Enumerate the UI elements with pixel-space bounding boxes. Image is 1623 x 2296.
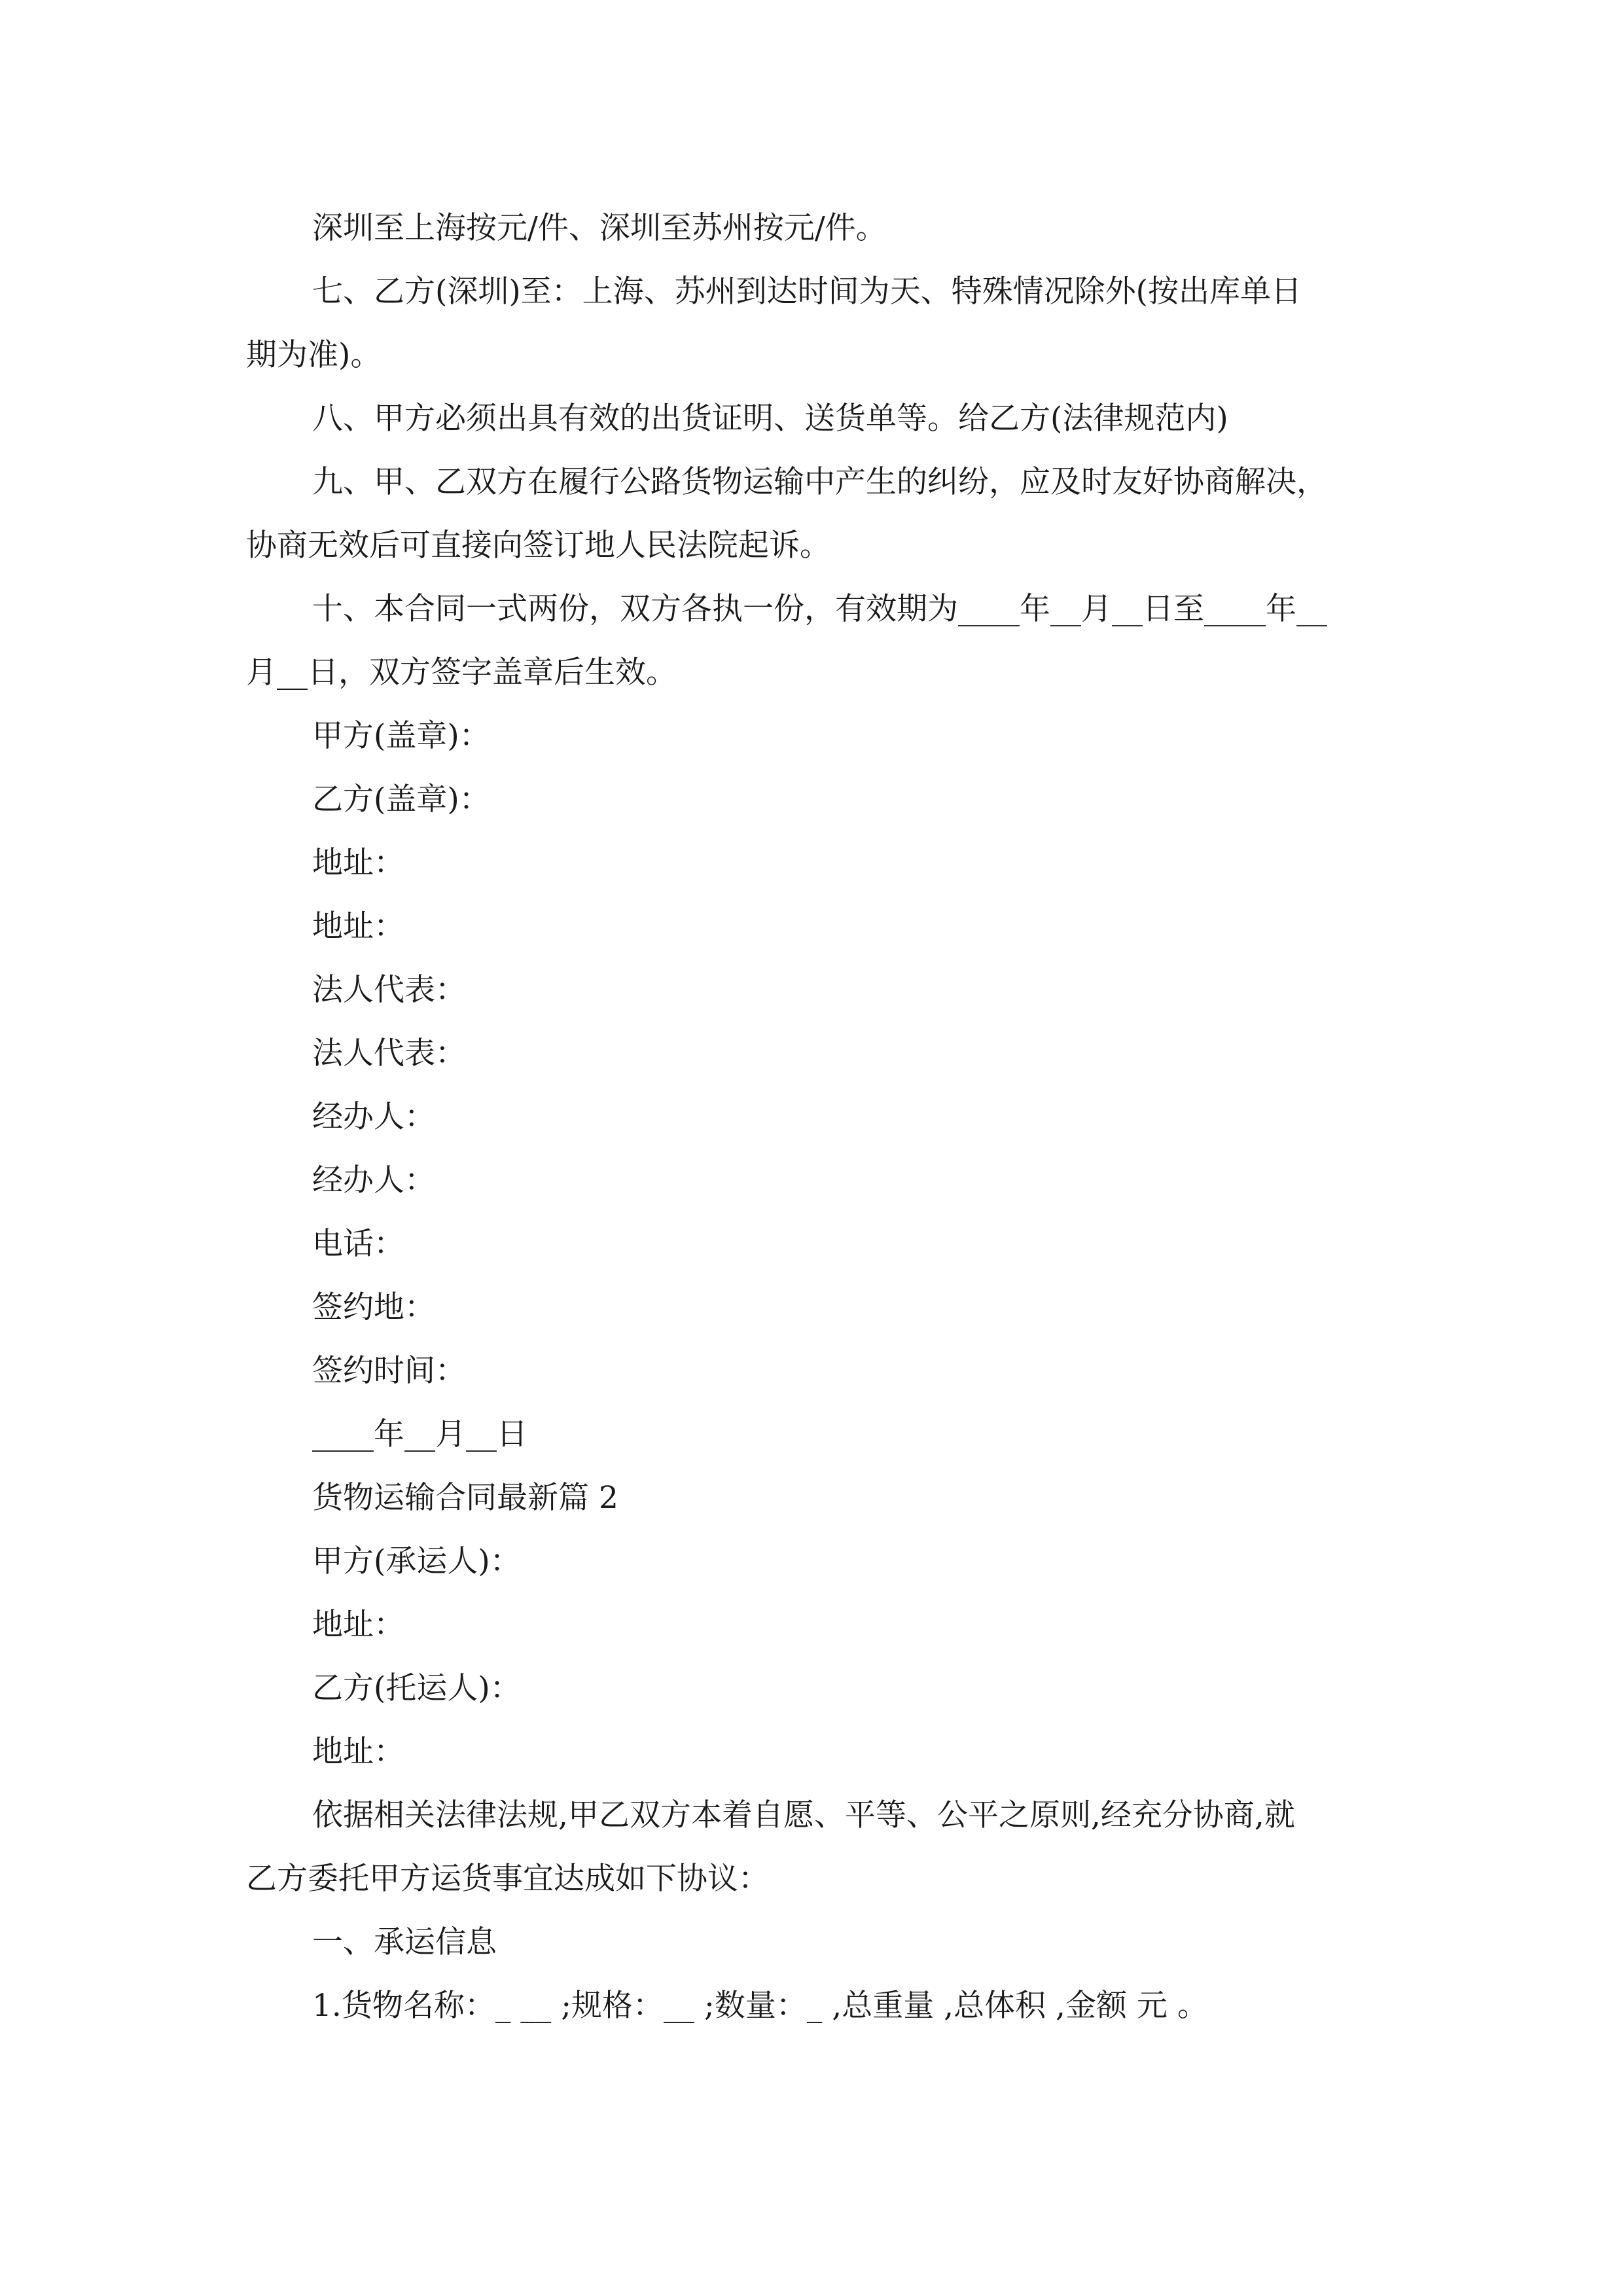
agent-field: 经办人： <box>312 1162 435 1198</box>
address-field: 地址： <box>312 1734 404 1770</box>
address-field: 地址： <box>312 845 404 881</box>
text-line: 1.货物名称：_ __ ;规格：__ ;数量：_ ,总重量 ,总体积 ,金额 元 。 <box>312 1988 1208 2024</box>
clause-heading: 一、承运信息 <box>312 1924 497 1960</box>
legal-rep-field: 法人代表： <box>312 972 466 1008</box>
signing-time-field: 签约时间： <box>312 1353 466 1389</box>
text-line: 七、乙方(深圳)至：上海、苏州到达时间为天、特殊情况除外(按出库单日 <box>312 274 1302 310</box>
text-line: 月__日，双方签字盖章后生效。 <box>246 655 677 691</box>
party-a-field: 甲方(承运人)： <box>312 1543 521 1579</box>
signing-place-field: 签约地： <box>312 1289 435 1325</box>
text-line: 期为准)。 <box>246 337 382 373</box>
text-line: 十、本合同一式两份，双方各执一份，有效期为____年__月__日至____年__ <box>312 591 1327 627</box>
agent-field: 经办人： <box>312 1099 435 1135</box>
section-title: 货物运输合同最新篇 2 <box>312 1480 618 1516</box>
signature-field: 甲方(盖章)： <box>312 718 490 754</box>
address-field: 地址： <box>312 1607 404 1643</box>
address-field: 地址： <box>312 908 404 944</box>
text-line: 九、甲、乙双方在履行公路货物运输中产生的纠纷，应及时友好协商解决， <box>312 464 1327 500</box>
legal-rep-field: 法人代表： <box>312 1035 466 1071</box>
text-line: 深圳至上海按元/件、深圳至苏州按元/件。 <box>312 210 887 246</box>
phone-field: 电话： <box>312 1226 404 1262</box>
date-line: ____年__月__日 <box>312 1416 527 1452</box>
party-b-field: 乙方(托运人)： <box>312 1670 521 1706</box>
text-line: 八、甲方必须出具有效的出货证明、送货单等。给乙方(法律规范内) <box>312 401 1228 437</box>
text-line: 依据相关法律法规,甲乙双方本着自愿、平等、公平之原则,经充分协商,就 <box>312 1797 1295 1833</box>
signature-field: 乙方(盖章)： <box>312 781 490 817</box>
text-line: 协商无效后可直接向签订地人民法院起诉。 <box>246 528 830 564</box>
text-line: 乙方委托甲方运货事宜达成如下协议： <box>246 1861 769 1897</box>
